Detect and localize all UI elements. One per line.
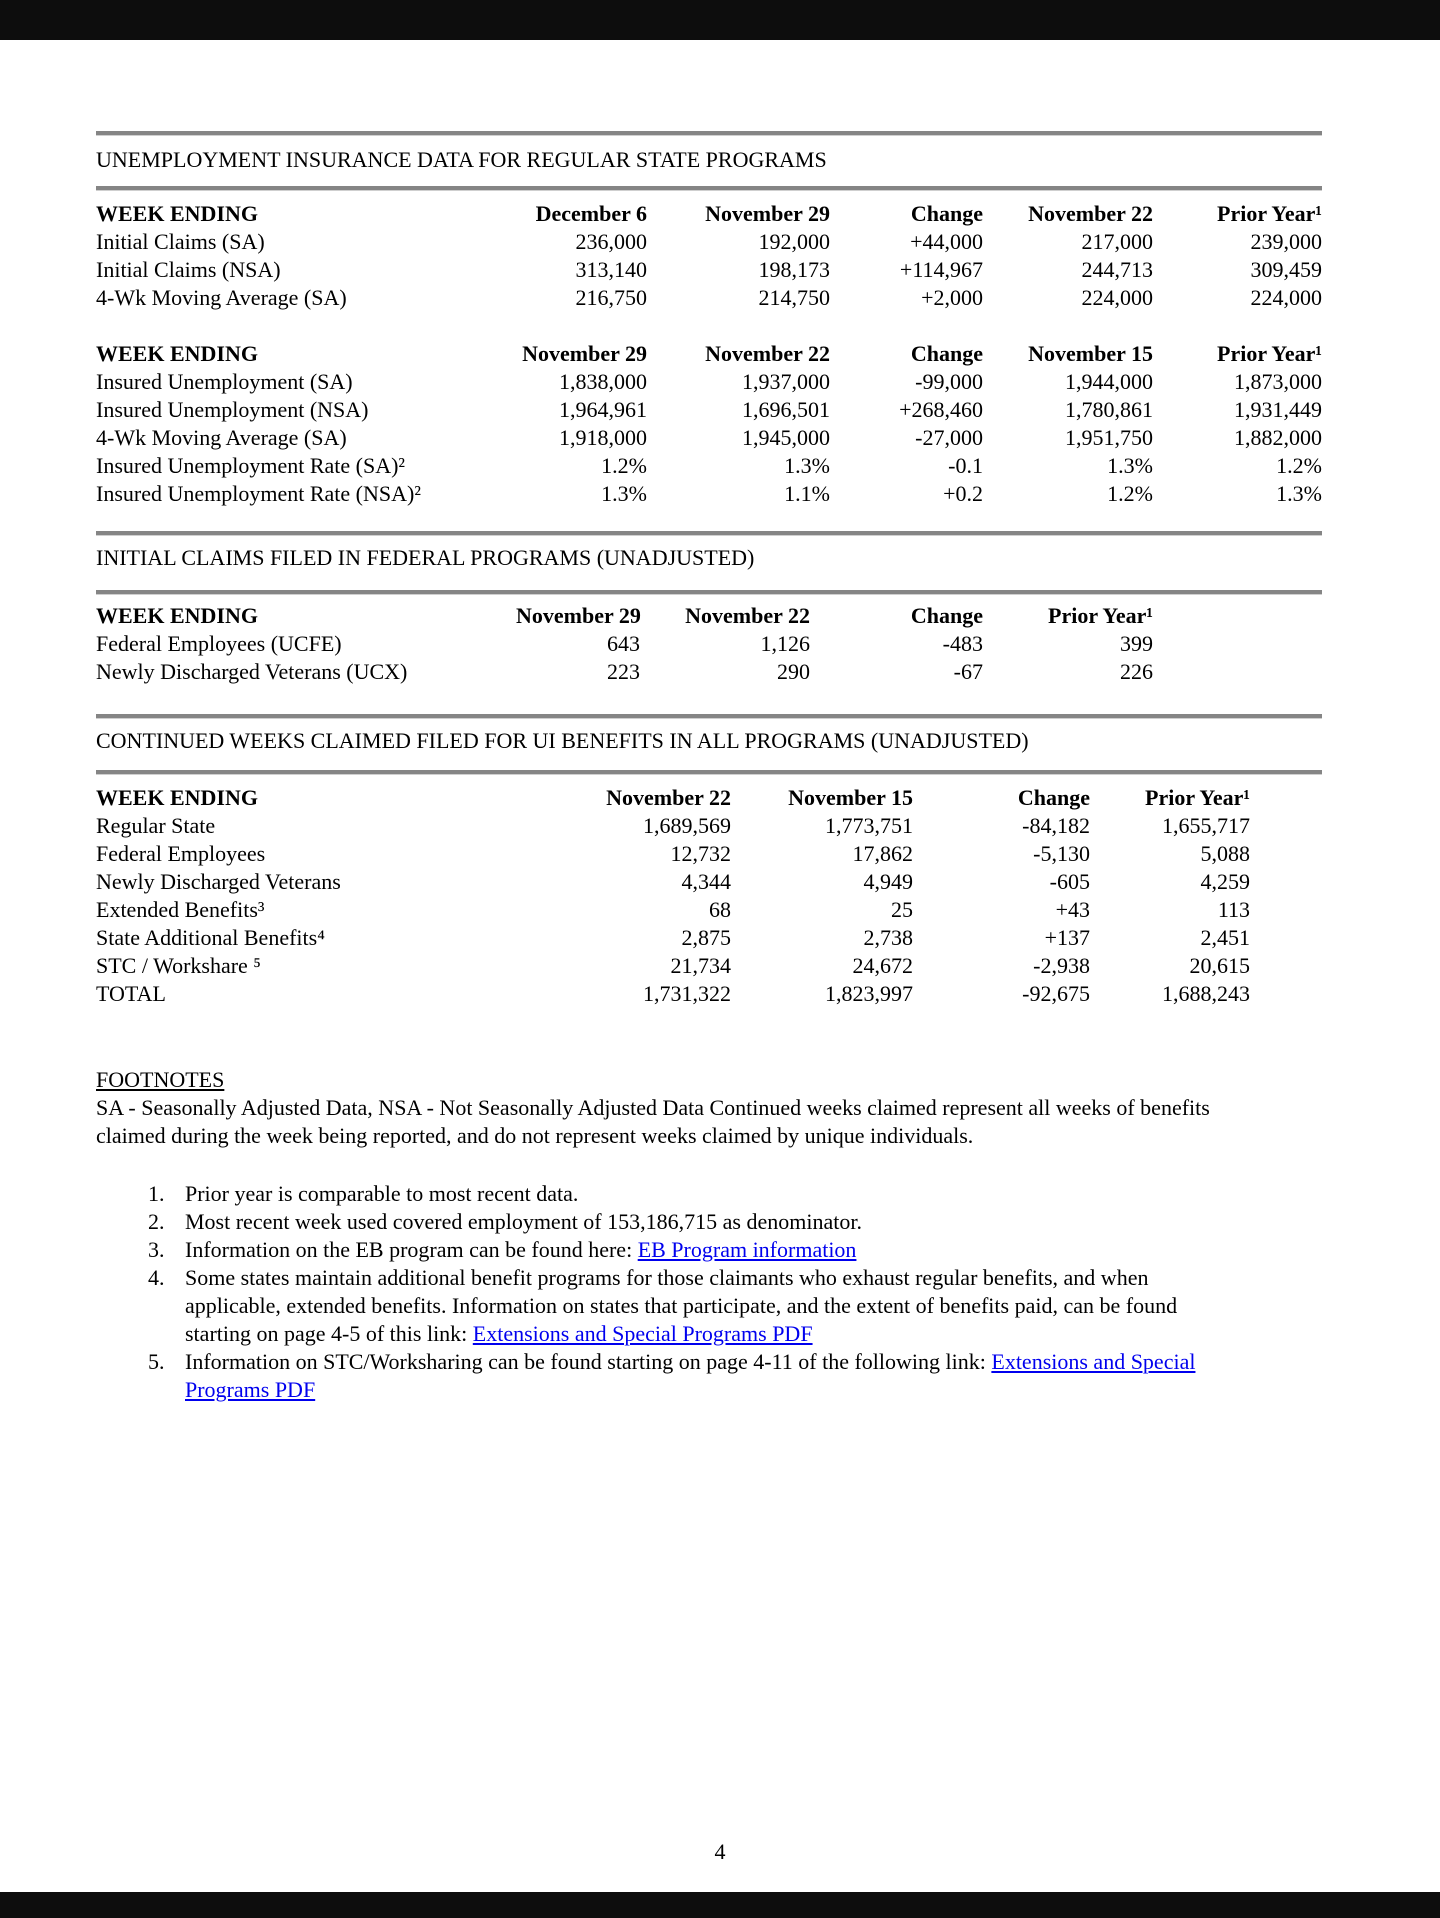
table-row [96,980,1250,1008]
cell: -99,000 [915,369,983,394]
cell: 1,773,751 [825,813,913,838]
footnote-text: Prior year is comparable to most recent data. [185,1181,579,1206]
table-row [96,228,1322,256]
table-row [96,284,1322,312]
column-header: November 29 [522,341,647,366]
table-row [96,368,1322,396]
week-ending-header: WEEK ENDING [96,201,258,226]
cell: 1,689,569 [643,813,731,838]
cell: 309,459 [1250,257,1322,282]
cell: 1.3% [784,453,830,478]
cell: 223 [607,659,640,684]
row-label: Insured Unemployment (SA) [96,369,353,394]
cell: 1,655,717 [1162,813,1250,838]
cell: +44,000 [910,229,983,254]
cell: 224,000 [1081,285,1153,310]
cell: 20,615 [1189,953,1250,978]
footnote-link[interactable]: Extensions and Special Programs PDF [185,1349,1196,1402]
table-row [96,812,1250,840]
column-header: November 22 [606,785,731,810]
viewer-top-bar [0,0,1440,40]
cell: 4,344 [681,869,731,894]
column-header: Prior Year¹ [1217,201,1322,226]
cell: 224,000 [1250,285,1322,310]
cell: 2,738 [863,925,913,950]
cell: -2,938 [1033,953,1090,978]
cell: 1.1% [784,481,830,506]
cell: 12,732 [670,841,731,866]
week-ending-header: WEEK ENDING [96,341,258,366]
footnote-link[interactable]: EB Program information [637,1237,857,1262]
column-header: Prior Year¹ [1145,785,1250,810]
column-header: Change [910,603,983,628]
row-label: Initial Claims (NSA) [96,257,281,282]
cell: 239,000 [1250,229,1322,254]
row-label: Newly Discharged Veterans (UCX) [96,659,408,684]
cell: 2,875 [681,925,731,950]
cell: 1,937,000 [742,369,830,394]
cell: 4,949 [863,869,913,894]
footnote-item [96,1348,1196,1404]
cell: 226 [1120,659,1153,684]
cell: 21,734 [670,953,731,978]
cell: 1,780,861 [1065,397,1153,422]
column-header: November 29 [705,201,830,226]
cell: 1,945,000 [742,425,830,450]
table-row [96,256,1322,284]
cell: 68 [709,897,731,922]
cell: 399 [1120,631,1153,656]
table-row [96,924,1250,952]
divider [96,770,1322,775]
row-label: Initial Claims (SA) [96,229,265,254]
cell: +137 [1044,925,1090,950]
table-row [96,840,1250,868]
federal-programs-heading: INITIAL CLAIMS FILED IN FEDERAL PROGRAMS (UNADJUSTED) [96,545,755,570]
cell: 2,451 [1200,925,1250,950]
cell: 1,126 [760,631,810,656]
cell: +43 [1055,897,1090,922]
cell: -92,675 [1022,981,1090,1006]
cell: 1.2% [1276,453,1322,478]
cell: 643 [607,631,640,656]
footnote-link[interactable]: Extensions and Special Programs PDF [472,1321,813,1346]
row-label: Federal Employees (UCFE) [96,631,342,656]
column-header: November 15 [1028,341,1153,366]
cell: 1.2% [1107,481,1153,506]
column-header: Change [910,201,983,226]
table-row [96,868,1250,896]
row-label: Regular State [96,813,216,838]
row-label: 4-Wk Moving Average (SA) [96,425,347,450]
header-row [96,200,1322,228]
cell: +0.2 [943,481,983,506]
table-row [96,630,1153,658]
cell: +2,000 [921,285,983,310]
table-row [96,896,1250,924]
page-title: UNEMPLOYMENT INSURANCE DATA FOR REGULAR STATE PROGRAMS [96,147,827,172]
divider [96,714,1322,719]
footnote-number: 5. [148,1349,165,1374]
footnote-item [96,1208,1196,1236]
initial-claims-table [96,200,1322,312]
row-label: State Additional Benefits⁴ [96,925,325,950]
row-label: Extended Benefits³ [96,897,265,922]
cell: 244,713 [1081,257,1153,282]
header-row [96,784,1250,812]
footnotes-list [96,1180,1196,1404]
table-row [96,424,1322,452]
column-header: November 29 [516,603,641,628]
column-header: Prior Year¹ [1048,603,1153,628]
cell: 1,882,000 [1234,425,1322,450]
column-header: Change [910,341,983,366]
cell: +114,967 [899,257,983,282]
cell: 1,838,000 [559,369,647,394]
footnote-item [96,1236,1196,1264]
column-header: November 22 [705,341,830,366]
header-row [96,602,1153,630]
row-label: STC / Workshare ⁵ [96,953,261,978]
column-header: Prior Year¹ [1217,341,1322,366]
row-label: Federal Employees [96,841,266,866]
cell: 1,951,750 [1065,425,1153,450]
continued-weeks-table [96,784,1250,1008]
week-ending-header: WEEK ENDING [96,603,258,628]
footnote-number: 3. [148,1237,165,1262]
cell: -0.1 [948,453,983,478]
cell: 1,964,961 [559,397,647,422]
cell: 1,931,449 [1234,397,1322,422]
divider [96,131,1322,136]
continued-weeks-heading: CONTINUED WEEKS CLAIMED FILED FOR UI BENEFITS IN ALL PROGRAMS (UNADJUSTED) [96,728,1029,753]
cell: 1,873,000 [1234,369,1322,394]
cell: 1,696,501 [742,397,830,422]
row-label: 4-Wk Moving Average (SA) [96,285,347,310]
table-row [96,658,1153,686]
footnote-text: Information on STC/Worksharing can be found starting on page 4-11 of the following link: Extensions and Special Programs PDF [185,1349,1196,1402]
cell: 1.3% [1107,453,1153,478]
column-header: Change [1017,785,1090,810]
week-ending-header: WEEK ENDING [96,785,258,810]
footnote-item [96,1264,1196,1348]
table-row [96,480,1322,508]
viewer-bottom-bar [0,1892,1440,1918]
row-label: Newly Discharged Veterans [96,869,341,894]
cell: 1,944,000 [1065,369,1153,394]
footnotes-heading: FOOTNOTES [96,1067,225,1092]
insured-unemployment-table [96,340,1322,508]
cell: 313,140 [575,257,647,282]
cell: 217,000 [1081,229,1153,254]
cell: 236,000 [575,229,647,254]
divider [96,186,1322,191]
table-row [96,452,1322,480]
cell: 214,750 [758,285,830,310]
footnote-number: 1. [148,1181,165,1206]
cell: -84,182 [1022,813,1090,838]
cell: 290 [777,659,810,684]
cell: 1,731,322 [643,981,731,1006]
cell: 4,259 [1200,869,1250,894]
cell: 1,823,997 [825,981,913,1006]
column-header: November 22 [685,603,810,628]
cell: +268,460 [899,397,983,422]
footnote-text: Some states maintain additional benefit programs for those claimants who exhaust regular benefits, and when applicable, extended benefits. Information on states that participate, and the extent of benefits paid, can be found starting on page 4-5 of this link: Extensions and Special Programs PDF [185,1265,1178,1346]
footnote-item [96,1180,1196,1208]
table-row [96,952,1250,980]
table-row [96,396,1322,424]
cell: 113 [1217,897,1250,922]
cell: 5,088 [1200,841,1250,866]
cell: 17,862 [852,841,913,866]
divider [96,590,1322,595]
footnote-number: 4. [148,1265,165,1290]
cell: -605 [1049,869,1090,894]
cell: 1.2% [601,453,647,478]
cell: 1,688,243 [1162,981,1250,1006]
page-number: 4 [714,1839,726,1864]
column-header: November 15 [788,785,913,810]
cell: 1.3% [601,481,647,506]
footnote-number: 2. [148,1209,165,1234]
footnote-text: Information on the EB program can be found here: EB Program information [185,1237,857,1262]
row-label: Insured Unemployment (NSA) [96,397,369,422]
row-label: TOTAL [96,981,166,1006]
divider [96,531,1322,536]
cell: -67 [953,659,983,684]
cell: 216,750 [575,285,647,310]
cell: -5,130 [1033,841,1090,866]
header-row [96,340,1322,368]
cell: 24,672 [852,953,913,978]
column-header: December 6 [535,201,647,226]
cell: 1.3% [1276,481,1322,506]
footnotes-intro: SA - Seasonally Adjusted Data, NSA - Not Seasonally Adjusted Data Continued weeks claimed represent all weeks of benefits claimed during the week being reported, and do not represent weeks claimed by unique individuals. [96,1095,1210,1148]
federal-initial-claims-table [96,602,1153,686]
footnote-text: Most recent week used covered employment of 153,186,715 as denominator. [185,1209,862,1234]
cell: -483 [942,631,983,656]
cell: 192,000 [758,229,830,254]
cell: 1,918,000 [559,425,647,450]
cell: 25 [891,897,913,922]
cell: -27,000 [915,425,983,450]
cell: 198,173 [758,257,830,282]
row-label: Insured Unemployment Rate (NSA)² [96,481,421,506]
column-header: November 22 [1028,201,1153,226]
row-label: Insured Unemployment Rate (SA)² [96,453,406,478]
